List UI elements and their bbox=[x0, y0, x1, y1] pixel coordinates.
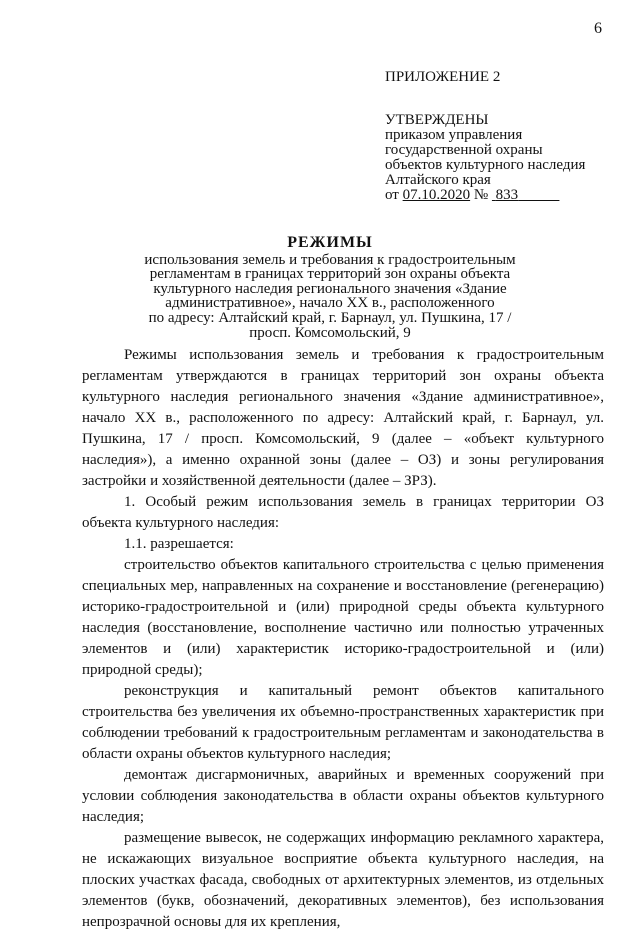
approval-line: приказом управления bbox=[385, 127, 523, 143]
order-number: 833 bbox=[495, 187, 519, 203]
approval-line: государственной охраны bbox=[385, 142, 543, 158]
body-paragraph: реконструкция и капитальный ремонт объектов капитального строительства без увеличения их объемно-пространственных характеристик при соблюдении требований к градостроительным регламентам и законодательства в области охраны объектов культурного наследия; bbox=[82, 683, 604, 762]
body-paragraph: размещение вывесок, не содержащих информацию рекламного характера, не искажающих визуальное восприятие объекта культурного наследия, на плоских участках фасада, свободных от архитектурных элементов, из отдельных элементов (букв, обозначений, декоративных элементов), без использования непрозрачной основы для их крепления, bbox=[82, 830, 604, 930]
page-number: 6 bbox=[594, 20, 602, 37]
body-text bbox=[82, 345, 604, 933]
approval-block bbox=[385, 70, 585, 203]
body-paragraph: 1. Особый режим использования земель в границах территории ОЗ объекта культурного наследия: bbox=[82, 494, 604, 531]
title-line: просп. Комсомольский, 9 bbox=[249, 324, 411, 341]
title-line: регламентам в границах территорий зон охраны объекта bbox=[149, 266, 511, 283]
approved-heading: УТВЕРЖДЕНЫ bbox=[385, 112, 489, 128]
appendix-heading: ПРИЛОЖЕНИЕ 2 bbox=[385, 69, 501, 85]
document-title bbox=[120, 236, 540, 340]
body-paragraph: Режимы использования земель и требования к градостроительным регламентам утверждаются в границах территорий зон охраны объекта культурного наследия регионального значения «Здание административное», начало XX в., расположенного по адресу: Алтайский край, г. Барнаул, ул. Пушкина, 17 / просп. Комсомольский, 9 (далее – «объект культурного наследия»), а именно охранной зоны (далее – ОЗ) и зоны регулирования застройки и хозяйственной деятельности (далее – ЗРЗ). bbox=[82, 347, 604, 489]
order-date: 07.10.2020 bbox=[402, 187, 471, 203]
title-main: РЕЖИМЫ bbox=[287, 234, 373, 251]
order-date-number bbox=[385, 188, 585, 203]
title-line: использования земель и требования к градостроительным bbox=[144, 251, 516, 268]
title-line: административное», начало XX в., расположенного bbox=[165, 295, 495, 312]
title-line: по адресу: Алтайский край, г. Барнаул, ул. Пушкина, 17 / bbox=[148, 309, 512, 326]
number-prefix: № bbox=[473, 187, 489, 203]
date-prefix: от bbox=[385, 187, 399, 203]
title-line: культурного наследия регионального значения «Здание bbox=[153, 280, 507, 297]
approval-line: Алтайского края bbox=[385, 172, 491, 188]
body-paragraph: 1.1. разрешается: bbox=[124, 536, 234, 552]
approval-line: объектов культурного наследия bbox=[385, 157, 586, 173]
body-paragraph: строительство объектов капитального строительства с целью применения специальных мер, направленных на сохранение и восстановление (регенерацию) историко-градостроительной и (или) природной среды объекта культурного наследия (восстановление, восполнение частично или полностью утраченных элементов и (или) характеристик историко-градостроительной и (или) природной среды); bbox=[82, 557, 604, 678]
body-paragraph: демонтаж дисгармоничных, аварийных и временных сооружений при условии соблюдения законодательства в области охраны объектов культурного наследия; bbox=[82, 767, 604, 825]
